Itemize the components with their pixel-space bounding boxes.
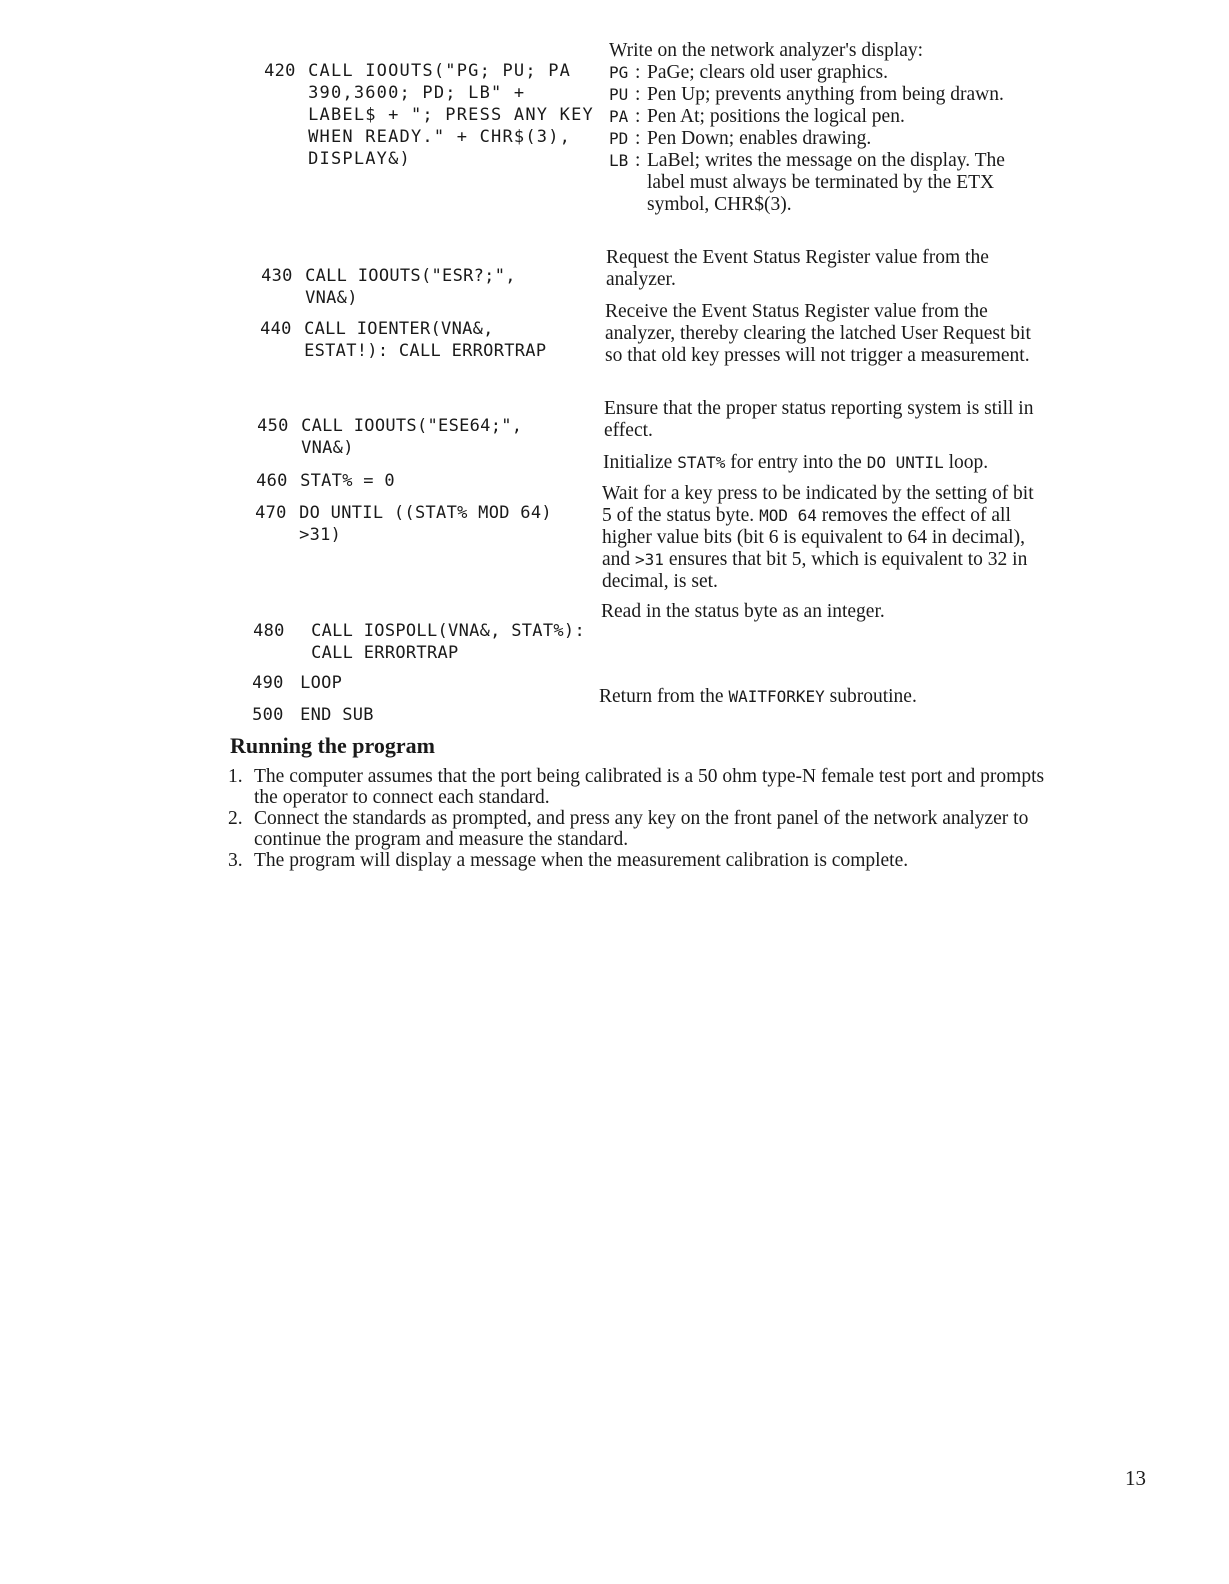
description-460: Initialize STAT% for entry into the DO UNTIL loop.	[603, 452, 989, 473]
section-heading: Running the program	[230, 733, 435, 758]
code-line-420	[243, 38, 594, 170]
inline-code: DO UNTIL	[866, 453, 944, 472]
code-text: END SUB	[300, 705, 374, 725]
code-line-470	[234, 480, 552, 546]
definition-lb: LB : LaBel; writes the message on the display. The label must always be terminated by the ETX symbol, CHR$(3).	[609, 150, 1005, 215]
code-text: LOOP	[300, 673, 343, 693]
definition-pa: PA : Pen At; positions the logical pen.	[609, 106, 905, 127]
definition-pu: PU : Pen Up; prevents anything from being drawn.	[609, 84, 1004, 105]
code-text: STAT% = 0	[300, 471, 395, 491]
list-item: 1. The computer assumes that the port being calibrated is a 50 ohm type-N female test port and prompts the operator to connect each standard.	[228, 766, 1045, 808]
page-number: 13	[1125, 1466, 1146, 1490]
line-number: 490	[252, 673, 284, 693]
description-intro: Write on the network analyzer's display:	[609, 40, 924, 61]
inline-code: >31	[635, 550, 664, 569]
line-number: 450	[257, 416, 289, 436]
line-number: 500	[252, 705, 284, 725]
description-420	[609, 40, 1049, 216]
line-number: 480	[253, 621, 285, 641]
code-text: CALL IOOUTS("ESE64;", VNA&)	[301, 416, 523, 458]
line-number: 440	[260, 319, 292, 339]
inline-code: WAITFORKEY	[728, 687, 825, 706]
code-text: CALL IOOUTS("PG; PU; PA 390,3600; PD; LB" + LABEL$ + "; PRESS ANY KEY WHEN READY." + CHR$(3), DISPLAY&)	[308, 61, 594, 169]
description-500: Return from the WAITFORKEY subroutine.	[599, 686, 917, 707]
code-text: CALL IOOUTS("ESR?;", VNA&)	[305, 266, 516, 308]
description-440: Receive the Event Status Register value from the analyzer, thereby clearing the latched User Request bit so that old key presses will not trigger a measurement.	[605, 301, 1031, 366]
code-line-500	[231, 682, 374, 726]
line-number: 420	[264, 61, 296, 81]
definition-pg: PG : PaGe; clears old user graphics.	[609, 62, 888, 83]
description-430: Request the Event Status Register value from the analyzer.	[606, 247, 989, 290]
line-number: 430	[261, 266, 293, 286]
definition-pd: PD : Pen Down; enables drawing.	[609, 128, 872, 149]
description-450: Ensure that the proper status reporting system is still in effect.	[604, 398, 1034, 441]
list-item: 2. Connect the standards as prompted, and press any key on the front panel of the network analyzer to continue the program and measure the standard.	[228, 808, 1029, 850]
code-text: DO UNTIL ((STAT% MOD 64) >31)	[299, 503, 552, 545]
description-470: Wait for a key press to be indicated by the setting of bit 5 of the status byte. MOD 64 removes the effect of all higher value bits (bit 6 is equivalent to 64 in decimal), and >31 ensures that bit 5, which is equivalent to 32 in decimal, is set.	[602, 483, 1034, 592]
code-text: CALL IOENTER(VNA&, ESTAT!): CALL ERRORTRAP	[304, 319, 547, 361]
code-text: CALL IOSPOLL(VNA&, STAT%): CALL ERRORTRAP	[311, 621, 585, 663]
description-480: Read in the status byte as an integer.	[601, 601, 885, 622]
line-number: 470	[255, 503, 287, 523]
inline-code: MOD 64	[759, 506, 817, 525]
steps-list	[228, 766, 1048, 871]
code-line-440	[239, 296, 546, 362]
inline-code: STAT%	[677, 453, 726, 472]
line-number: 460	[256, 471, 288, 491]
list-item: 3. The program will display a message when the measurement calibration is complete.	[228, 850, 909, 871]
